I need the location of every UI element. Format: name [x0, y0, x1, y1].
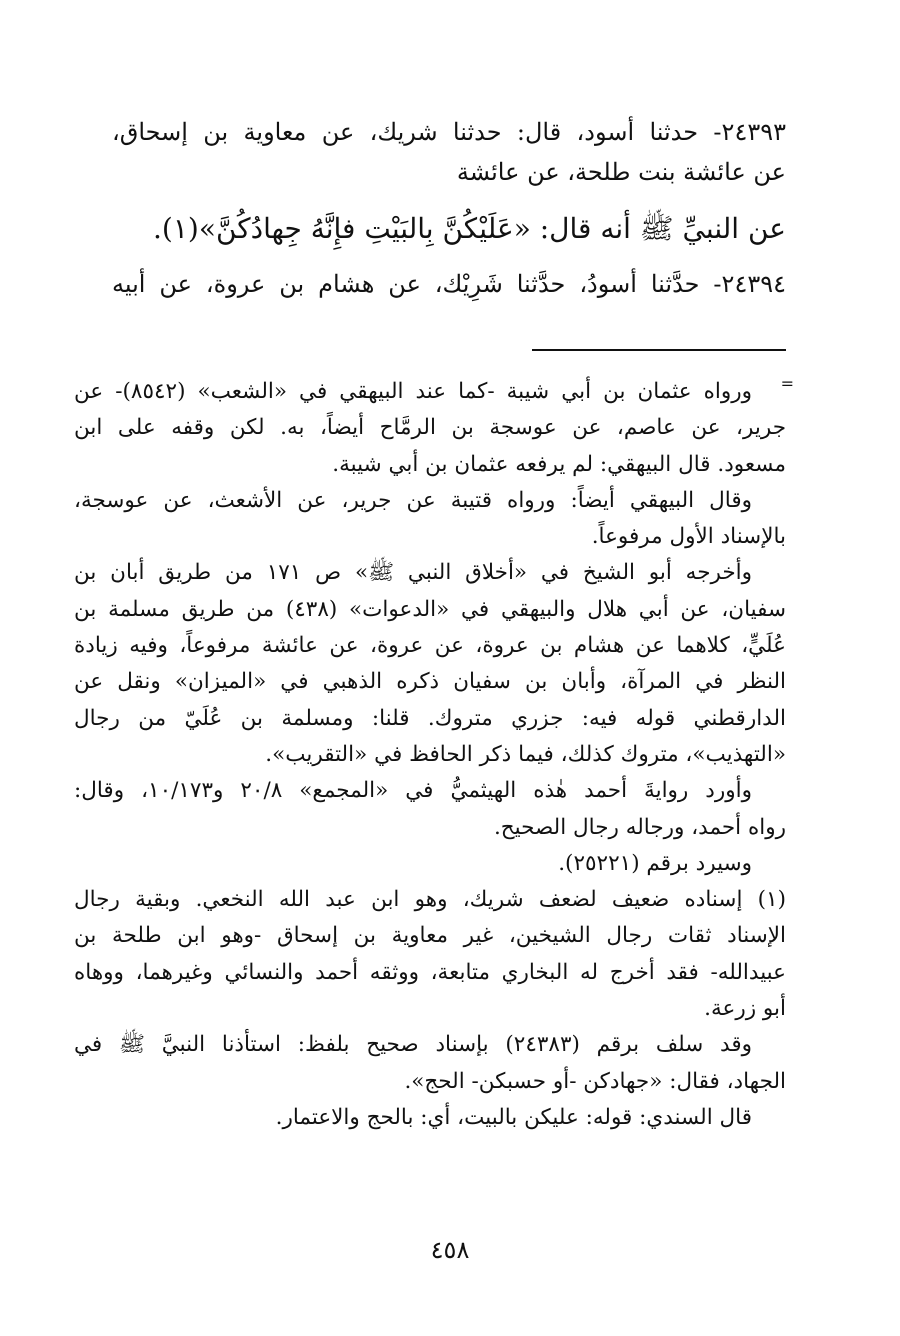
footnote-line: الجهاد، فقال: «جهادكن -أو حسبكن- الحج». [404, 1068, 786, 1094]
footnote-line: وقال البيهقي أيضاً: ورواه قتيبة عن جرير، عن الأشعث، عن عوسجة، [74, 487, 752, 513]
hadith-quote: عن النبيِّ ﷺ أنه قال: «عَلَيْكُنَّ بِالبَيْتِ فإِنَّهُ جِهادُكُنَّ»(١). [153, 212, 786, 245]
footnote-line: وأخرجه أبو الشيخ في «أخلاق النبي ﷺ» ص ١٧١ من طريق أبان بن [74, 560, 752, 586]
footnote-line: بالإسناد الأول مرفوعاً. [591, 524, 786, 550]
footnote-line: قال السندي: قوله: عليكن بالبيت، أي: بالحج والاعتمار. [275, 1104, 752, 1130]
page-number: ٤٥٨ [430, 1236, 470, 1264]
main-text [112, 112, 786, 304]
footnote-line: رواه أحمد، ورجاله رجال الصحيح. [493, 814, 786, 840]
hadith-24393-line-2: عن عائشة بنت طلحة، عن عائشة [456, 158, 786, 186]
footnote-divider [532, 349, 786, 351]
footnote-line: النظر في المرآة، وأبان بن سفيان ذكره الذهبي في «الميزان» ونقل عن [74, 669, 786, 695]
footnote-line: جرير، عن عاصم، عن عوسجة بن الرمَّاح أيضاً، به. لكن وقفه على ابن [74, 415, 786, 441]
footnotes [74, 374, 794, 1136]
footnote-line: وقد سلف برقم (٢٤٣٨٣) بإسناد صحيح بلفظ: استأذنا النبيَّ ﷺ في [74, 1032, 752, 1058]
footnote-line: وسيرد برقم (٢٥٢٢١). [558, 850, 752, 876]
footnote-line: وأورد روايةَ أحمد هٰذه الهيثميُّ في «المجمع» ٢٠/٨ و١٠/١٧٣، وقال: [74, 778, 752, 804]
footnote-line: سفيان، عن أبي هلال والبيهقي في «الدعوات» (٤٣٨) من طريق مسلمة بن [74, 596, 786, 622]
footnote-1-line: (١) إسناده ضعيف لضعف شريك، وهو ابن عبد الله النخعي. وبقية رجال [74, 887, 786, 913]
footnote-1-line: أبو زرعة. [704, 996, 786, 1022]
footnote-line: عُلَيٍّ، كلاهما عن هشام بن عروة، عن عروة، عن عائشة مرفوعاً، وفيه زيادة [74, 633, 786, 659]
footnote-1-line: الإسناد ثقات رجال الشيخين، غير معاوية بن إسحاق -وهو ابن طلحة بن [74, 923, 786, 949]
hadith-24393-line-1: ٢٤٣٩٣- حدثنا أسود، قال: حدثنا شريك، عن معاوية بن إسحاق، [112, 118, 786, 146]
footnote-line: مسعود. قال البيهقي: لم يرفعه عثمان بن أبي شيبة. [332, 451, 786, 477]
footnote-1-line: عبيدالله- فقد أخرج له البخاري متابعة، ووثقه أحمد والنسائي وغيرهما، ووهاه [74, 959, 786, 985]
continuation-mark: = [780, 374, 794, 393]
footnote-line: الدارقطني قوله فيه: جزري متروك. قلنا: ومسلمة بن عُلَيّ من رجال [74, 705, 786, 731]
footnote-line: ورواه عثمان بن أبي شيبة -كما عند البيهقي في «الشعب» (٨٥٤٢)- عن [74, 379, 752, 404]
footnote-line: «التهذيب»، متروك كذلك، فيما ذكر الحافظ في «التقريب». [265, 741, 786, 767]
hadith-24394-line: ٢٤٣٩٤- حدَّثنا أسودُ، حدَّثنا شَرِيْك، عن هشام بن عروة، عن أبيه [112, 270, 786, 298]
